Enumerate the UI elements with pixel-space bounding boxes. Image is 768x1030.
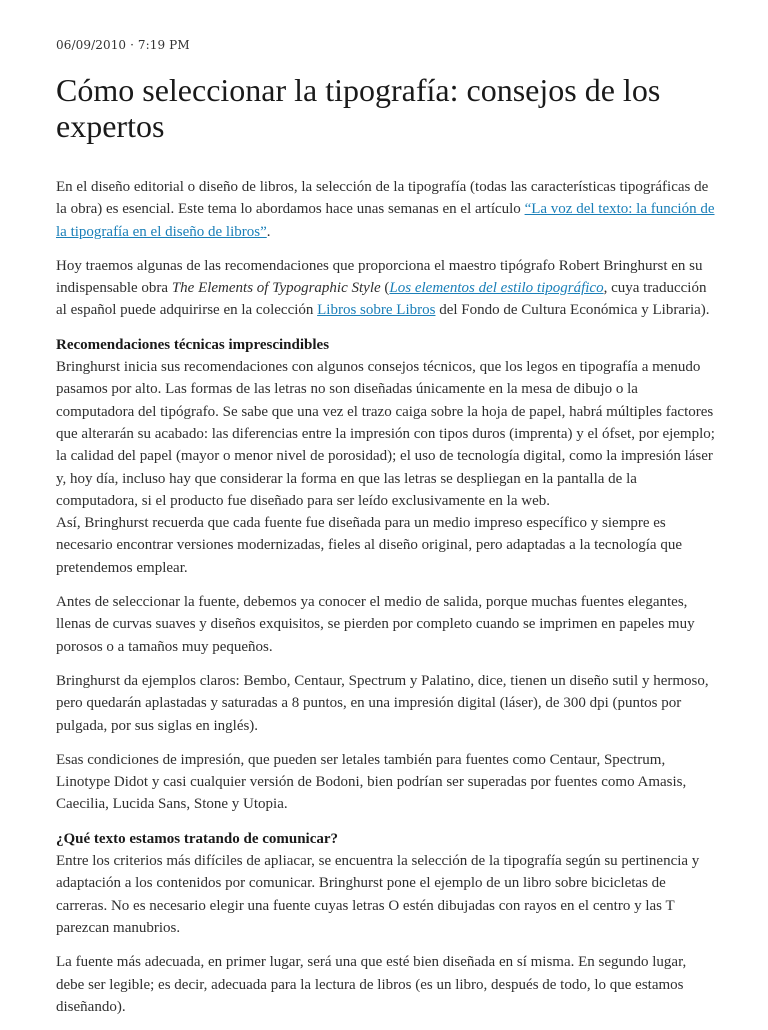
communicate-paragraph-1: Entre los criterios más difíciles de apliacar, se encuentra la selección de la tipografía según su pertinencia y adaptación a los contenidos por comunicar. Bringhurst pone el ejemplo de un libro sobre bicicletas de carreras. No es necesario elegir una fuente cuyas letras O estén dibujadas con rayos en el centro y las T parezcan manubrios. bbox=[56, 853, 700, 936]
intro-text: En el diseño editorial o diseño de libros, la selección de la tipografía (todas las características tipográficas de la obra) es esencial. Este tema lo abordamos hace unas semanas en el artículo bbox=[56, 179, 709, 218]
section-heading-communicate: ¿Qué texto estamos tratando de comunicar? bbox=[56, 830, 339, 847]
article-body bbox=[56, 176, 716, 1030]
technical-paragraph-5: Esas condiciones de impresión, que pueden ser letales también para fuentes como Centaur, Spectrum, Linotype Didot y casi cualquier versión de Bodoni, bien podrían ser superadas por fuentes como Amasis, Caecilia, Lucida Sans, Stone y Utopia. bbox=[56, 751, 687, 813]
bringhurst-text-c: del Fondo de Cultura Económica y Libraria). bbox=[435, 302, 710, 319]
paren-open: ( bbox=[380, 280, 390, 297]
collection-link-libros-sobre-libros[interactable]: Libros sobre Libros bbox=[317, 302, 436, 319]
technical-paragraph-2: Así, Bringhurst recuerda que cada fuente fue diseñada para un medio impreso específico y siempre es necesario encontrar versiones modernizadas, fieles al diseño original, pero adaptadas a la tecnología que pretendemos emplear. bbox=[56, 515, 682, 576]
section-heading-technical: Recomendaciones técnicas imprescindibles bbox=[56, 336, 330, 353]
bringhurst-paragraph bbox=[56, 255, 716, 322]
bringhurst-text-b: , cuya traducción al español puede adquirirse en la colección bbox=[56, 280, 707, 319]
book-title-english: The Elements of Typographic Style bbox=[171, 280, 381, 297]
book-link-elementos[interactable]: Los elementos del estilo tipográfico bbox=[389, 280, 604, 297]
article-title: Cómo seleccionar la tipografía: consejos de los expertos bbox=[56, 72, 661, 144]
technical-paragraph-4: Bringhurst da ejemplos claros: Bembo, Centaur, Spectrum y Palatino, dice, tienen un diseño sutil y hermoso, pero quedarán aplastadas y saturadas a 8 puntos, en una impresión digital (láser), de 300 dpi (puntos por pulgada, por sus siglas en inglés). bbox=[56, 672, 709, 734]
article-link-voz-del-texto[interactable]: “La voz del texto: la función de la tipografía en el diseño de libros” bbox=[56, 201, 715, 240]
communicate-paragraph-2: La fuente más adecuada, en primer lugar, será una que esté bien diseñada en sí misma. En segundo lugar, debe ser legible; es decir, adecuada para la lectura de libros (es un libro, después de todo, lo que estamos diseñando). bbox=[56, 954, 687, 1015]
post-date: 06/09/2010 · 7:19 PM bbox=[56, 38, 190, 52]
intro-tail: . bbox=[266, 223, 271, 240]
bringhurst-text-a: Hoy traemos algunas de las recomendaciones que proporciona el maestro tipógrafo Robert Bringhurst en su indispensable obra bbox=[56, 257, 703, 297]
technical-paragraph-1: Bringhurst inicia sus recomendaciones con algunos consejos técnicos, que los legos en tipografía a menudo pasamos por alto. Las formas de las letras no son diseñadas únicamente en la mesa de dibujo o la computadora del tipógrafo. Se sabe que una vez el trazo caiga sobre la hoja de papel, habrá múltiples factores que alterarán su acabado: las diferencias entre la impresión con tipos duros (imprenta) y el ófset, por ejemplo; la calidad del papel (mayor o menor nivel de porosidad); el uso de tecnología digital, como la impresión láser y, hoy día, incluso hay que considerar la forma en que las letras se despliegan en la pantalla de la computadora, si el producto fue diseñado para ser leído exclusivamente en la web. bbox=[56, 359, 715, 509]
intro-paragraph bbox=[56, 176, 716, 243]
technical-paragraph-3: Antes de seleccionar la fuente, debemos ya conocer el medio de salida, porque muchas fuentes elegantes, llenas de curvas suaves y diseños exquisitos, se pierden por completo cuando se imprimen en papeles muy porosos o a tamaños muy pequeños. bbox=[56, 594, 695, 655]
